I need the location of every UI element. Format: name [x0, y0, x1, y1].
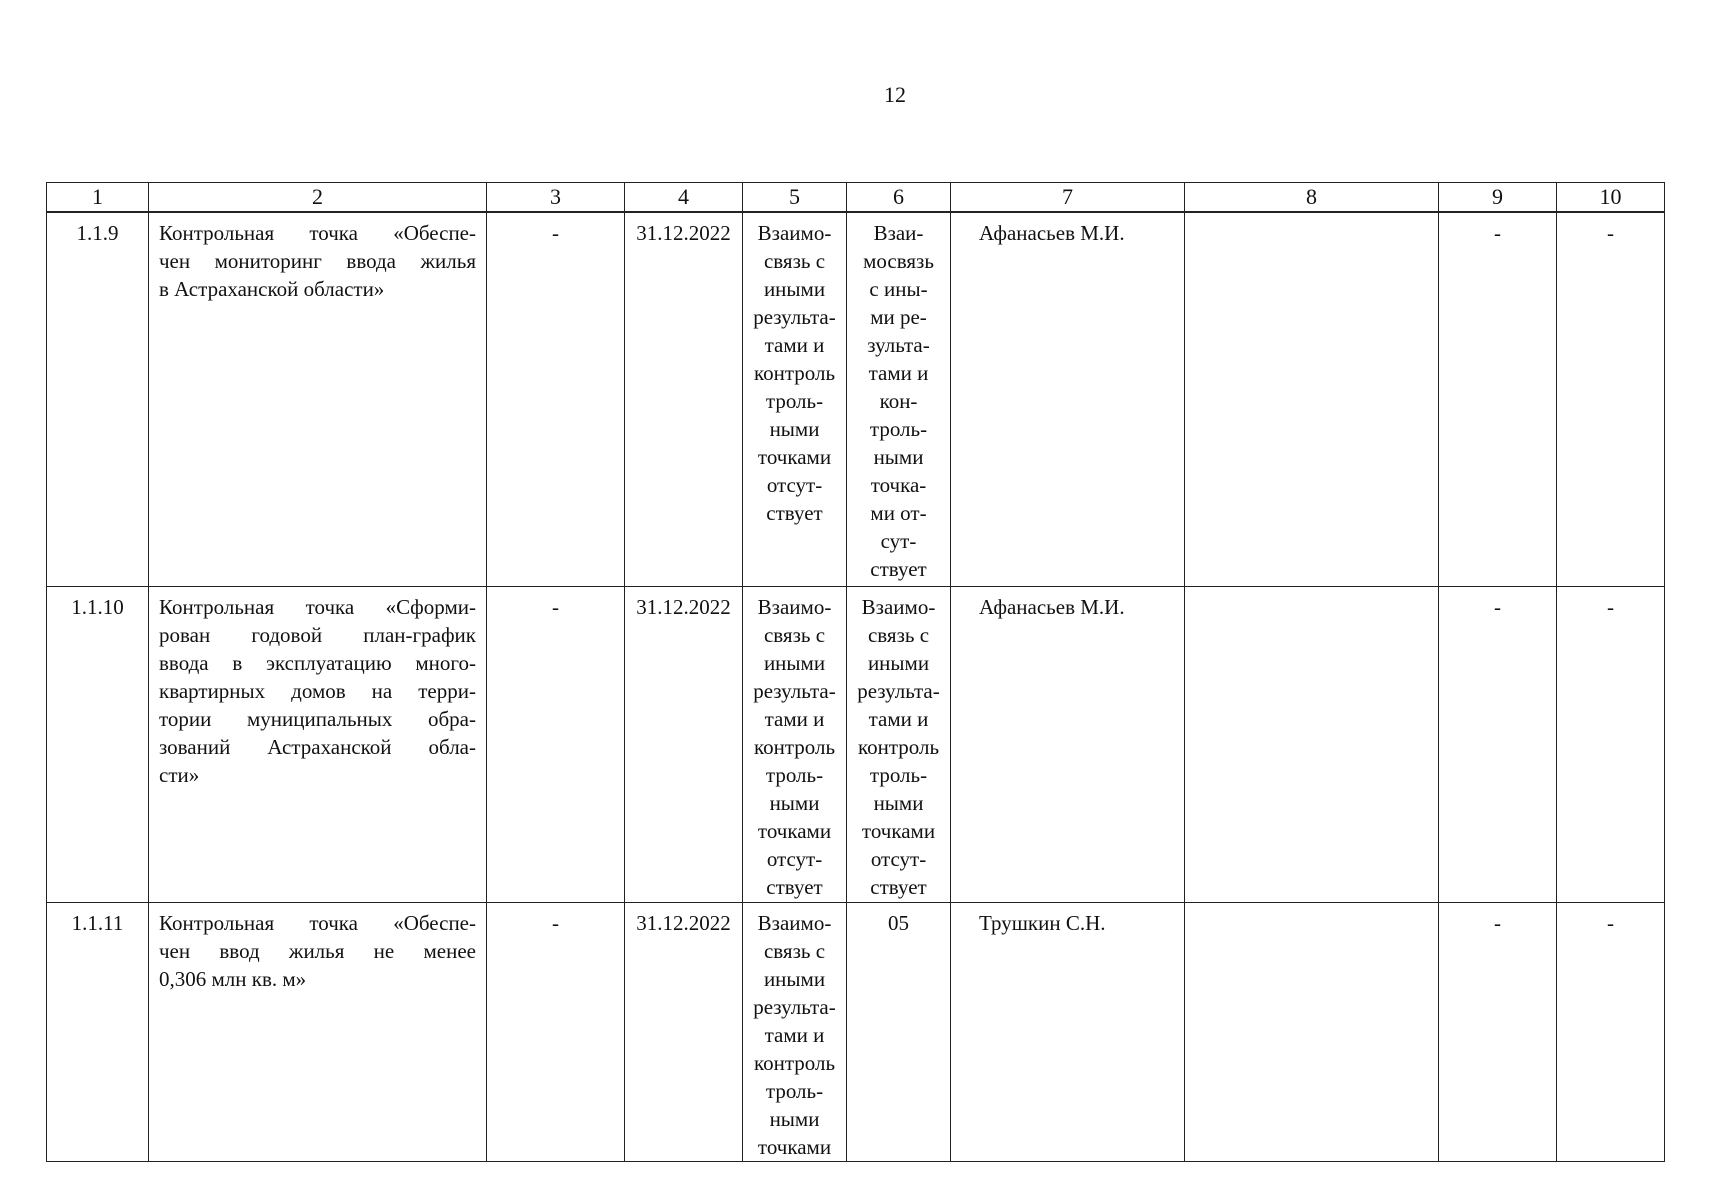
row-col3: - — [487, 212, 625, 586]
column-header-8: 8 — [1185, 183, 1439, 213]
column-header-1: 1 — [47, 183, 149, 213]
row-name-line: Контрольная точка «Сформи- — [159, 594, 476, 619]
row-owner: Афанасьев М.И. — [951, 586, 1185, 902]
row-name — [149, 902, 487, 1161]
relation-line: Взаи- — [873, 221, 924, 245]
relation-line: отсут- — [766, 846, 823, 871]
relation-line: связь с — [763, 938, 826, 963]
relation-line: точками — [757, 818, 832, 843]
relation-line: сут- — [880, 529, 917, 553]
row-owner: Трушкин С.Н. — [951, 902, 1185, 1161]
table-row — [47, 212, 1665, 586]
relation-line: результа- — [753, 994, 836, 1019]
row-name-line: чен мониторинг ввода жилья — [159, 249, 476, 273]
row-col3: - — [487, 586, 625, 902]
relation-line: точка- — [870, 473, 927, 497]
control-points-table — [46, 182, 1665, 1162]
row-col3: - — [487, 902, 625, 1161]
row-id: 1.1.11 — [47, 902, 149, 1161]
relation-line: троль- — [765, 1078, 824, 1103]
relation-line: ствует — [766, 874, 823, 899]
row-relation-5 — [743, 586, 847, 902]
relation-line: контроль — [753, 361, 836, 385]
relation-line: ми от- — [870, 501, 927, 525]
relation-line: связь с — [763, 249, 826, 273]
relation-line: результа- — [753, 305, 836, 329]
relation-line: связь с — [763, 622, 826, 647]
column-header-6: 6 — [847, 183, 951, 213]
relation-line: ствует — [766, 501, 823, 525]
row-name-line: квартирных домов на терри- — [159, 678, 476, 703]
relation-line: ными — [769, 1106, 820, 1131]
column-header-7: 7 — [951, 183, 1185, 213]
relation-line: тами и — [764, 1022, 825, 1047]
row-relation-5 — [743, 212, 847, 586]
relation-line: ными — [769, 417, 820, 441]
row-name-line: чен ввод жилья не менее — [159, 938, 476, 963]
relation-line: Взаимо- — [757, 221, 832, 245]
row-name-line: сти» — [159, 762, 200, 787]
relation-line: ными — [873, 445, 924, 469]
column-header-9: 9 — [1439, 183, 1557, 213]
relation-line: троль- — [869, 762, 928, 787]
row-col9: - — [1439, 902, 1557, 1161]
row-col10: - — [1557, 212, 1665, 586]
relation-line: точками — [757, 445, 832, 469]
relation-line: ствует — [870, 557, 927, 581]
row-date: 31.12.2022 — [625, 902, 743, 1161]
relation-line: 05 — [888, 910, 909, 935]
row-name-line: Контрольная точка «Обеспе- — [159, 221, 476, 245]
row-name — [149, 212, 487, 586]
row-relation-6 — [847, 586, 951, 902]
relation-line: тами и — [764, 333, 825, 357]
relation-line: иными — [763, 650, 826, 675]
relation-line: Взаимо- — [757, 594, 832, 619]
relation-line: тами и — [764, 706, 825, 731]
row-col10: - — [1557, 902, 1665, 1161]
relation-line: ствует — [870, 874, 927, 899]
table-row — [47, 902, 1665, 1161]
row-col9: - — [1439, 586, 1557, 902]
relation-line: результа- — [753, 678, 836, 703]
row-col8 — [1185, 212, 1439, 586]
column-header-3: 3 — [487, 183, 625, 213]
table-row — [47, 586, 1665, 902]
relation-line: тами и — [868, 361, 929, 385]
relation-line: точками — [757, 1134, 832, 1159]
relation-line: контроль — [857, 734, 940, 759]
relation-line: мосвязь — [863, 249, 934, 273]
relation-line: контроль — [753, 734, 836, 759]
row-name-line: ввода в эксплуатацию много- — [159, 650, 476, 675]
relation-line: Взаимо- — [757, 910, 832, 935]
row-date: 31.12.2022 — [625, 212, 743, 586]
relation-line: точками — [861, 818, 936, 843]
relation-line: троль- — [869, 417, 928, 441]
relation-line: троль- — [765, 389, 824, 413]
row-name-line: 0,306 млн кв. м» — [159, 966, 307, 991]
row-name-line: тории муниципальных обра- — [159, 706, 476, 731]
relation-line: тами и — [868, 706, 929, 731]
column-header-2: 2 — [149, 183, 487, 213]
row-owner: Афанасьев М.И. — [951, 212, 1185, 586]
row-col8 — [1185, 586, 1439, 902]
row-name-line: Контрольная точка «Обеспе- — [159, 910, 476, 935]
row-name-line: зований Астраханской обла- — [159, 734, 476, 759]
relation-line: иными — [763, 277, 826, 301]
column-header-5: 5 — [743, 183, 847, 213]
row-col8 — [1185, 902, 1439, 1161]
row-relation-6 — [847, 902, 951, 1161]
header-row — [47, 183, 1665, 213]
row-name — [149, 586, 487, 902]
row-date: 31.12.2022 — [625, 586, 743, 902]
relation-line: отсут- — [766, 473, 823, 497]
relation-line: ми ре- — [870, 305, 927, 329]
relation-line: зульта- — [867, 333, 930, 357]
relation-line: связь с — [867, 622, 930, 647]
row-col10: - — [1557, 586, 1665, 902]
column-header-4: 4 — [625, 183, 743, 213]
row-relation-5 — [743, 902, 847, 1161]
relation-line: отсут- — [870, 846, 927, 871]
relation-line: контроль — [753, 1050, 836, 1075]
row-name-line: в Астраханской области» — [159, 277, 385, 301]
relation-line: ными — [873, 790, 924, 815]
row-col9: - — [1439, 212, 1557, 586]
relation-line: ными — [769, 790, 820, 815]
relation-line: иными — [763, 966, 826, 991]
row-name-line: рован годовой план-график — [159, 622, 476, 647]
relation-line: результа- — [857, 678, 940, 703]
relation-line: Взаимо- — [861, 594, 936, 619]
column-header-10: 10 — [1557, 183, 1665, 213]
row-id: 1.1.10 — [47, 586, 149, 902]
row-relation-6 — [847, 212, 951, 586]
relation-line: иными — [867, 650, 930, 675]
relation-line: троль- — [765, 762, 824, 787]
row-id: 1.1.9 — [47, 212, 149, 586]
relation-line: кон- — [879, 389, 918, 413]
relation-line: с ины- — [869, 277, 928, 301]
page-number: 12 — [884, 82, 906, 107]
